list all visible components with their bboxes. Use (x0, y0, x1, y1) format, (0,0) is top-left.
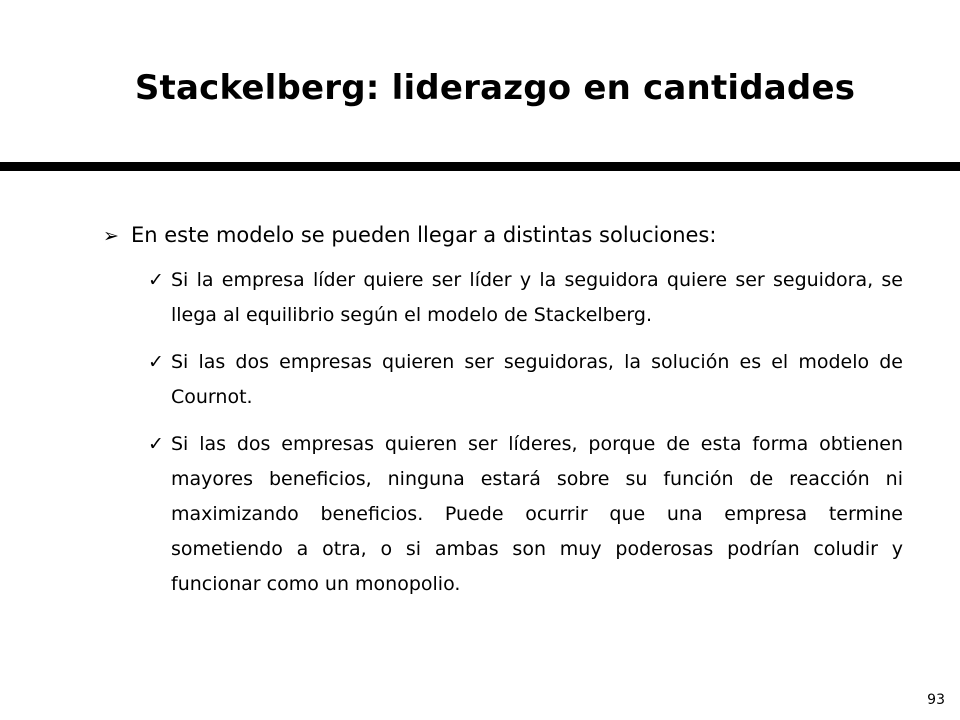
arrow-bullet-icon: ➢ (103, 225, 119, 247)
checkmark-icon: ✓ (148, 433, 164, 455)
sub-bullet-item (148, 427, 903, 602)
sub-bullet-text: Si las dos empresas quieren ser líderes, porque de esta forma obtienen mayores beneficios, ninguna estará sobre su función de reacción ni maximizando beneficios. Puede ocurrir que una empresa termine sometiendo a otra, o si ambas son muy poderosas podrían coludir y funcionar como un monopolio. (171, 433, 903, 595)
slide-title: Stackelberg: liderazgo en cantidades (134, 68, 856, 108)
checkmark-icon: ✓ (148, 269, 164, 291)
page-number: 93 (927, 692, 945, 708)
sub-bullet-item (148, 345, 903, 415)
sub-bullet-text: Si las dos empresas quieren ser seguidoras, la solución es el modelo de Cournot. (171, 351, 903, 408)
main-bullet-text: En este modelo se pueden llegar a distintas soluciones: (131, 223, 717, 247)
sub-bullet-list (148, 263, 903, 614)
title-divider (0, 162, 960, 171)
sub-bullet-text: Si la empresa líder quiere ser líder y la seguidora quiere ser seguidora, se llega al equilibrio según el modelo de Stackelberg. (171, 269, 903, 326)
checkmark-icon: ✓ (148, 351, 164, 373)
sub-bullet-item (148, 263, 903, 333)
main-bullet (103, 219, 863, 252)
